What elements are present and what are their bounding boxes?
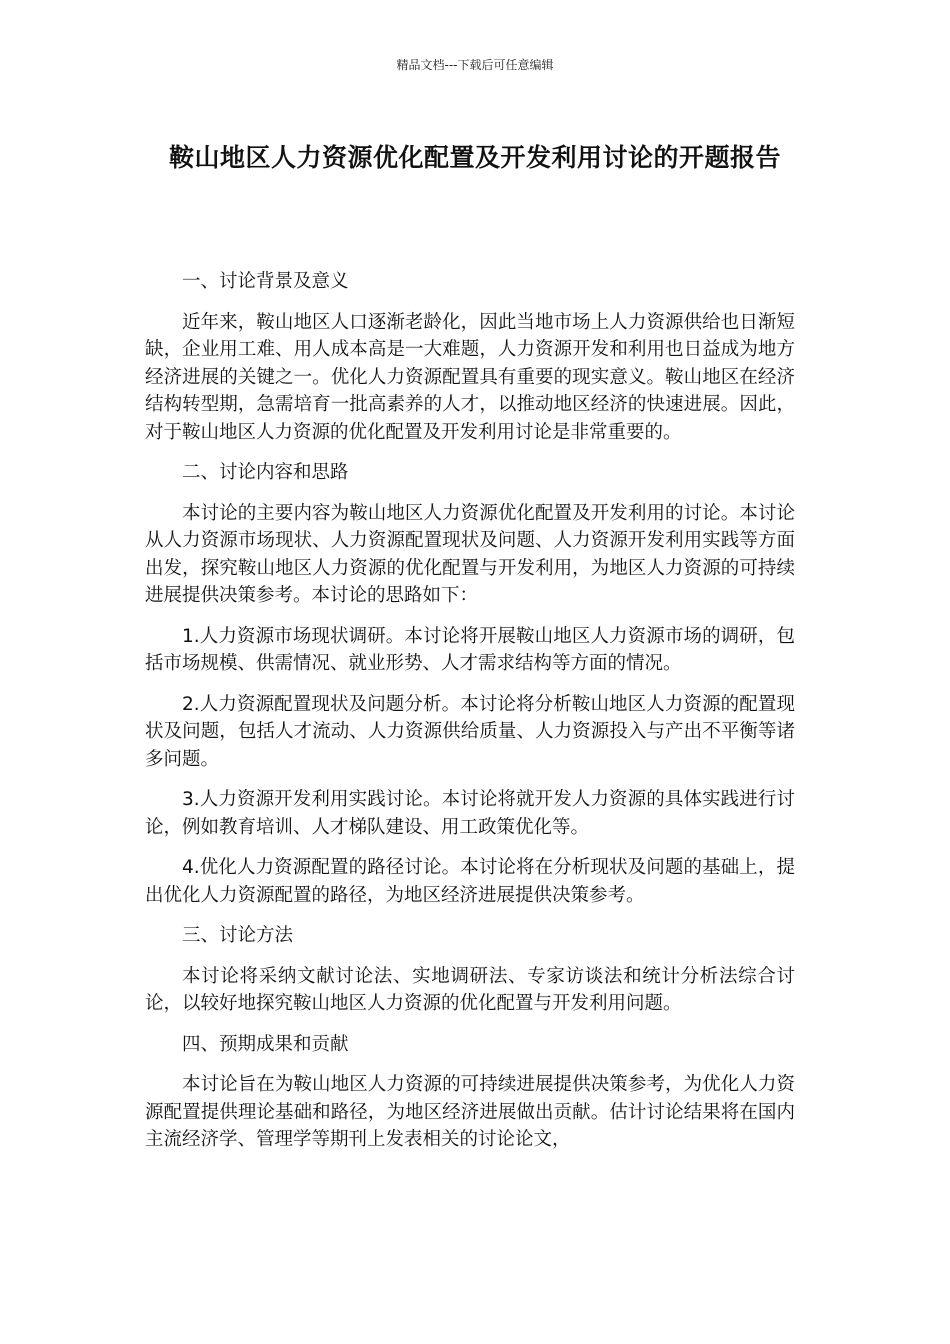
section-heading-methods: 三、讨论方法 [182,925,294,946]
section-heading-outcomes: 四、预期成果和贡献 [182,1033,349,1055]
section-paragraph: 本讨论的主要内容为鞍山地区人力资源优化配置及开发利用的讨论。本讨论从人力资源市场现状、人力资源配置现状及问题、人力资源开发利用实践等方面出发，探究鞍山地区人力资源的优化配置与开发利用，为地区人力资源的可持续进展提供决策参考。本讨论的思路如下： [145,502,795,606]
list-item: 1.人力资源市场现状调研。本讨论将开展鞍山地区人力资源市场的调研，包括市场规模、供需情况、就业形势、人才需求结构等方面的情况。 [145,625,795,674]
list-item: 3.人力资源开发利用实践讨论。本讨论将就开发人力资源的具体实践进行讨论，例如教育培训、人才梯队建设、用工政策优化等。 [145,789,795,838]
header-note: 精品文档---下载后可任意编辑 [396,58,554,72]
list-item: 4.优化人力资源配置的路径讨论。本讨论将在分析现状及问题的基础上，提出优化人力资源配置的路径，为地区经济进展提供决策参考。 [145,857,795,906]
section-heading-background: 一、讨论背景及意义 [182,271,349,292]
section-paragraph: 本讨论将采纳文献讨论法、实地调研法、专家访谈法和统计分析法综合讨论，以较好地探究鞍山地区人力资源的优化配置与开发利用问题。 [145,965,795,1014]
document-body [145,268,795,1167]
section-paragraph: 本讨论旨在为鞍山地区人力资源的可持续进展提供决策参考，为优化人力资源配置提供理论基础和路径，为地区经济进展做出贡献。估计讨论结果将在国内主流经济学、管理学等期刊上发表相关的讨论论文， [145,1074,795,1150]
list-item: 2.人力资源配置现状及问题分析。本讨论将分析鞍山地区人力资源的配置现状及问题，包括人才流动、人力资源供给质量、人力资源投入与产出不平衡等诸多问题。 [145,693,795,770]
document-title: 鞍山地区人力资源优化配置及开发利用讨论的开题报告 [168,143,781,172]
section-heading-content: 二、讨论内容和思路 [182,462,349,483]
section-paragraph: 近年来，鞍山地区人口逐渐老龄化，因此当地市场上人力资源供给也日渐短缺，企业用工难、用人成本高是一大难题，人力资源开发和利用也日益成为地方经济进展的关键之一。优化人力资源配置具有重要的现实意义。鞍山地区在经济结构转型期，急需培育一批高素养的人才，以推动地区经济的快速进展。因此，对于鞍山地区人力资源的优化配置及开发利用讨论是非常重要的。 [145,311,795,443]
